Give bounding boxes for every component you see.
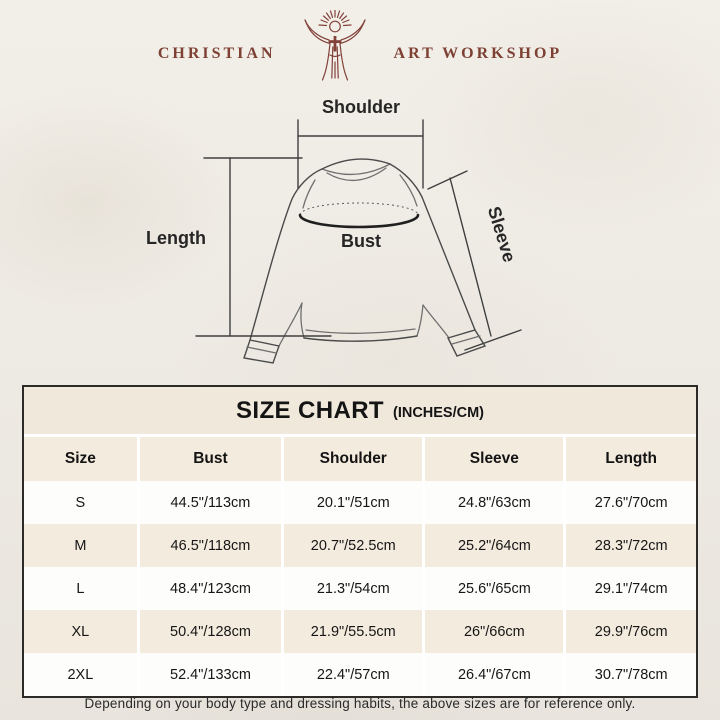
column-header-bust: Bust — [138, 437, 282, 481]
column-header-sleeve: Sleeve — [424, 437, 565, 481]
cell-bust: 50.4"/128cm — [138, 610, 282, 653]
sweatshirt-measurement-diagram — [0, 85, 720, 385]
table-row-m — [24, 524, 696, 567]
cell-size: S — [24, 481, 138, 524]
brand-logo — [0, 6, 720, 88]
size-chart-title-text: SIZE CHART — [235, 396, 384, 424]
cell-shoulder: 20.7"/52.5cm — [283, 524, 424, 567]
cell-bust: 46.5"/118cm — [138, 524, 282, 567]
bust-label: Bust — [341, 231, 381, 251]
cell-bust: 44.5"/113cm — [138, 481, 282, 524]
jesus-figure-icon — [289, 10, 381, 84]
column-header-shoulder: Shoulder — [283, 437, 424, 481]
column-header-size: Size — [24, 437, 138, 481]
cell-shoulder: 22.4"/57cm — [283, 653, 424, 696]
cell-shoulder: 21.9"/55.5cm — [283, 610, 424, 653]
cell-size: XL — [24, 610, 138, 653]
table-row-l — [24, 567, 696, 610]
cell-sleeve: 25.6"/65cm — [424, 567, 565, 610]
size-chart-title — [24, 387, 696, 434]
brand-name-right: ART WORKSHOP — [393, 45, 563, 62]
size-chart-unit-note: (INCHES/CM) — [392, 405, 485, 421]
bust-line-solid — [300, 215, 418, 227]
cell-length: 27.6"/70cm — [565, 481, 696, 524]
cell-bust: 48.4"/123cm — [138, 567, 282, 610]
sleeve-label: Sleeve — [483, 204, 520, 265]
cell-length: 29.9"/76cm — [565, 610, 696, 653]
column-header-length: Length — [565, 437, 696, 481]
table-row-s — [24, 481, 696, 524]
sweatshirt-outline — [244, 159, 485, 363]
length-label: Length — [146, 228, 206, 248]
shoulder-label: Shoulder — [321, 97, 401, 117]
bust-line-dashed — [300, 203, 418, 215]
cell-length: 30.7"/78cm — [565, 653, 696, 696]
cell-length: 28.3"/72cm — [565, 524, 696, 567]
brand-name-left: CHRISTIAN — [157, 45, 276, 62]
header-row — [24, 437, 696, 481]
cell-size: L — [24, 567, 138, 610]
cell-sleeve: 24.8"/63cm — [424, 481, 565, 524]
size-chart-panel — [22, 385, 698, 698]
cell-size: M — [24, 524, 138, 567]
cell-shoulder: 20.1"/51cm — [283, 481, 424, 524]
cell-length: 29.1"/74cm — [565, 567, 696, 610]
reference-note: Depending on your body type and dressing habits, the above sizes are for reference only. — [84, 696, 636, 711]
cell-shoulder: 21.3"/54cm — [283, 567, 424, 610]
cell-size: 2XL — [24, 653, 138, 696]
cell-sleeve: 26.4"/67cm — [424, 653, 565, 696]
table-row-2xl — [24, 653, 696, 696]
cell-bust: 52.4"/133cm — [138, 653, 282, 696]
cell-sleeve: 25.2"/64cm — [424, 524, 565, 567]
table-row-xl — [24, 610, 696, 653]
size-chart-table — [24, 437, 696, 696]
cell-sleeve: 26"/66cm — [424, 610, 565, 653]
